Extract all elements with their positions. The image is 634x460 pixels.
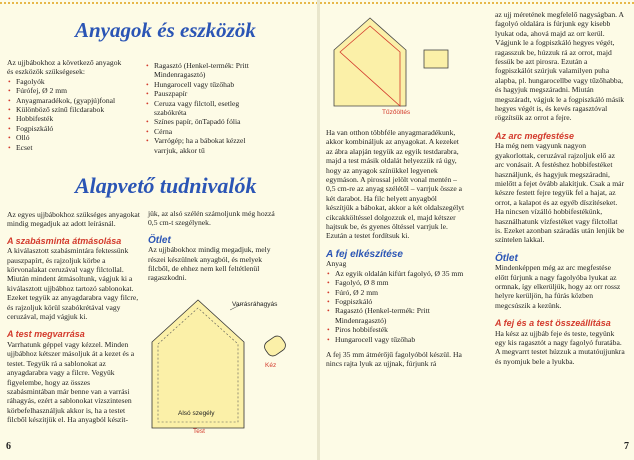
- list-item: • Az egyik oldalán kifúrt fagolyó, Ø 35 mm: [335, 269, 466, 278]
- head-materials-list: [326, 269, 466, 344]
- intro-text: [7, 58, 127, 152]
- pattern-transfer-text: A kiválasztott szabásmintára fektessünk pauszpapírt, és rajzoljuk körbe a körvonalakat ceruzával vagy filctollal. Miután mindent átmásoltunk, vágjuk ki a kiválasztott ujjbábhoz tartozó sablonokat. Ezeket tegyük az anyagdarabra vagy filcre, és rajzoljuk körül szabókrétával vagy ceruzával, majd vágjuk ki.: [7, 246, 139, 322]
- head-heading: A fej elkészítése: [326, 248, 403, 260]
- list-item: • Színes papír, önTapadó fólia: [154, 117, 265, 126]
- nose-text: az ujj méretének megfelelő nagyságban. A fagolyó oldalára is fúrjunk egy kisebb lyukat oda, ahová majd az orr kerül. Vágjunk le a fogpiszkáló hegyes végét, ragasszuk be, húzzuk rá az orrot, majd fessük be azt pirosra. Ezután a fogpiszkálót szúrjuk valamilyen puha alapba, pl. hungarocellbe vagy tűzőhabba, és hagyjuk megszáradni. Miután megszáradt, vágjuk le a fogpiszkáló másik hegyes végét is, és kevés ragasztóval rögzítsük az orrot a fejre.: [495, 10, 625, 123]
- seam-allowance-label: Varrásráhagyás: [232, 301, 278, 308]
- list-item: • Fúrófej, Ø 2 mm: [16, 86, 127, 95]
- sewing-text: Varrhatunk géppel vagy kézzel. Minden ujjbábhoz kétszer másoljuk át a kezet és a testet. Tegyük rá a sablonokat az anyagdarabra vagy a filcre. Vegyük figyelembe, hogy az összes szabásmintában már benne van a varrási ráhagyás, ezért a sablonokat vízszintesen körbefelhasználjuk akkor is, ha a testet filcből készítjük el. Ha anyagból készít-: [7, 339, 135, 425]
- page-number-left: 6: [6, 441, 11, 452]
- list-item: • Ecset: [16, 143, 127, 152]
- page-number-right: 7: [624, 441, 629, 452]
- top-dotted-border: [0, 2, 318, 6]
- sewing-heading: A test megvarrása: [7, 329, 85, 340]
- assembly-text: Ha kész az ujjbáb feje és teste, tegyünk egy kis ragasztót a nagy fagolyó furatába. A megvarrt testet húzzuk a mutatóujjunkra és nyomjuk bele a lyukba.: [495, 328, 625, 366]
- list-item: • Ragasztó (Henkel-termék: Pritt Mindenragasztó): [154, 61, 265, 80]
- list-item: • Különböző színű filcdarabok: [16, 105, 127, 114]
- hand-label: Kéz: [265, 362, 277, 369]
- title-basics: Alapvető tudnivalók: [75, 173, 257, 198]
- list-item: • Varrógép; ha a bábokat kézzel varrjuk, akkor tű: [154, 136, 265, 155]
- right-column-2: [495, 10, 625, 366]
- stitched-pattern-illustration: [332, 10, 452, 120]
- bottom-hem-label: Alsó szegély: [178, 410, 215, 417]
- tack-stitch-label: Tűzőöltés: [382, 109, 411, 116]
- head-text: A fej 35 mm átmérőjű fagolyóból készül. Ha nincs rajta lyuk az ujjnak, fúrjunk rá: [326, 349, 462, 369]
- list-item: • Pauszpapír: [154, 89, 265, 98]
- list-item: • Cérna: [154, 127, 265, 136]
- intro-paragraph: Az ujjbábokhoz a következő anyagok és eszközök szükségesek:: [7, 58, 122, 77]
- body-pattern-illustration: [150, 290, 318, 440]
- tip-heading: Ötlet: [148, 234, 171, 246]
- basics-column-2: [148, 209, 283, 283]
- face-painting-text: Ha még nem vagyunk nagyon gyakorlottak, ceruzával rajzoljuk elő az arc vonásait. A festéshez hobbifestéket használjunk, és hagyjuk megszáradni, mielőtt a fejet övább alakítjuk. Csak a már készre festett fejre tegyük fel a hajat, az orrot, a kalapot és az egyéb díszítéseket. Ha nincsen vízálló hobbifestékünk, használhatunk vízfestéket vagy filctollat is. Ezeket azonban száradás után lenjük be színtelen lakkal.: [495, 141, 625, 245]
- head-materials-heading: Anyag: [326, 259, 347, 269]
- list-item: • Hobbifesték: [16, 114, 127, 123]
- top-dotted-border-right: [320, 2, 634, 6]
- list-item: • Fagolyók: [16, 77, 127, 86]
- assembly-sewing-text: Ha van otthon többféle anyagmaradékunk, akkor kombináljuk az anyagokat. A kezeket az ábra alapján tegyük az egyik testdarabra, majd a test másik oldalát helyezzük rá úgy, hogy az anyagok színükkel legyenek egymáson. A pirossal jelölt vonal mentén – 0,5 cm-re az anyag szélétől – varrjuk össze a két darabot. Ha filc helyett anyagból készítjük a bábokat, akkor a két oldalszegélyt cikcakköltéssel dolgozzuk el, majd kétszer hajtsuk be, és gyenes öltéssel varrjuk le. Ezután a testet fordítsuk ki.: [326, 128, 465, 241]
- list-item: • Fúró, Ø 2 mm: [335, 288, 466, 297]
- list-item: • Olló: [16, 133, 127, 142]
- list-item: • Fogpiszkáló: [335, 297, 466, 306]
- materials-column-2: [145, 61, 265, 155]
- basics-intro: Az egyes ujjbábokhoz szükséges anyagokat mindig megadjuk az adott leírásnál.: [7, 210, 140, 229]
- title-materials: Anyagok és eszközök: [75, 18, 256, 42]
- materials-list-1: [7, 77, 127, 152]
- list-item: • Hungarocell vagy tűzőhab: [335, 335, 466, 344]
- list-item: • Hungarocell vagy tűzőhab: [154, 80, 265, 89]
- right-column-1: [326, 128, 466, 369]
- right-page: [320, 0, 634, 460]
- body-label: Test: [193, 428, 205, 435]
- list-item: • Anyagmaradékok, (gyapjú)fonal: [16, 96, 127, 105]
- tip-text: Az ujjbábokhoz mindig megadjuk, mely részei készülnek anyagból, és melyek filcből, de ehhez nem kell feltétlenül ragaszkodni.: [148, 245, 271, 283]
- list-item: • Ragasztó (Henkel-termék: Pritt Mindenragasztó): [335, 306, 466, 325]
- hem-allowance-text: jük, az alsó szélén számoljunk még hozzá 0,5 cm-t szegélynek.: [148, 209, 275, 228]
- basics-column-1: [7, 210, 140, 425]
- tip-heading-right: Ötlet: [495, 252, 518, 264]
- face-painting-heading: Az arc megfestése: [495, 130, 575, 141]
- pattern-transfer-heading: A szabásminta átmásolása: [7, 235, 122, 246]
- materials-list-2: [145, 61, 265, 155]
- tip-text-right: Mindenképpen még az arc megfestése előtt fúrjunk a nagy fagolyóba lyukat az ormnak, így elkerüljük, hogy az orr rossz helyre kerüljön, ha fúrás közben megcsúszik a kezünk.: [495, 263, 621, 310]
- list-item: • Fagolyó, Ø 8 mm: [335, 278, 466, 287]
- list-item: • Ceruza vagy filctoll, esetleg szabókréta: [154, 99, 265, 118]
- list-item: • Piros hobbifesték: [335, 325, 466, 334]
- assembly-heading: A fej és a test összeállítása: [495, 318, 611, 329]
- list-item: • Fogpiszkáló: [16, 124, 127, 133]
